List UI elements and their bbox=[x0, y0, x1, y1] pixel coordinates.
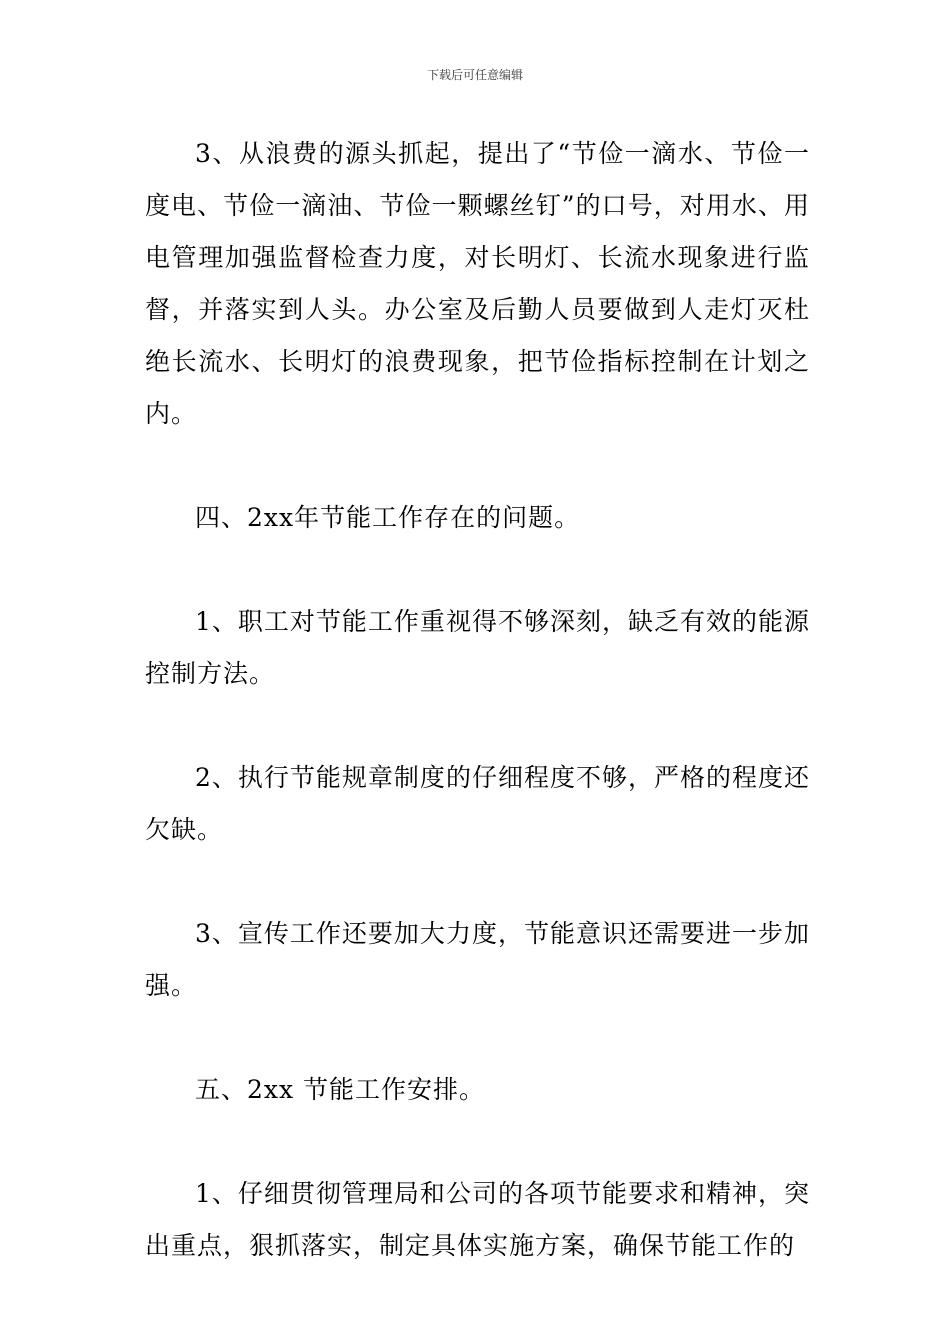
section-heading: 四、2xx年节能工作存在的问题。 bbox=[195, 503, 581, 532]
page-header: 下载后可任意编辑 bbox=[426, 68, 523, 82]
paragraph: 1、仔细贯彻管理局和公司的各项节能要求和精神，突出重点，狠抓落实，制定具体实施方案，确保节能工作的 bbox=[145, 1179, 810, 1260]
paragraph: 3、宣传工作还要加大力度，节能意识还需要进一步加强。 bbox=[145, 919, 810, 1000]
paragraph: 3、从浪费的源头抓起，提出了“节俭一滴水、节俭一度电、节俭一滴油、节俭一颗螺丝钉”的口号，对用水、用电管理加强监督检查力度，对长明灯、长流水现象进行监督，并落实到人头。办公室及后勤人员要做到人走灯灭杜绝长流水、长明灯的浪费现象，把节俭指标控制在计划之内。 bbox=[145, 139, 810, 428]
section-heading: 五、2xx 节能工作安排。 bbox=[195, 1075, 486, 1104]
paragraph: 1、职工对节能工作重视得不够深刻，缺乏有效的能源控制方法。 bbox=[145, 607, 810, 688]
paragraph: 2、执行节能规章制度的仔细程度不够，严格的程度还欠缺。 bbox=[145, 763, 810, 844]
document-body bbox=[145, 128, 810, 1324]
